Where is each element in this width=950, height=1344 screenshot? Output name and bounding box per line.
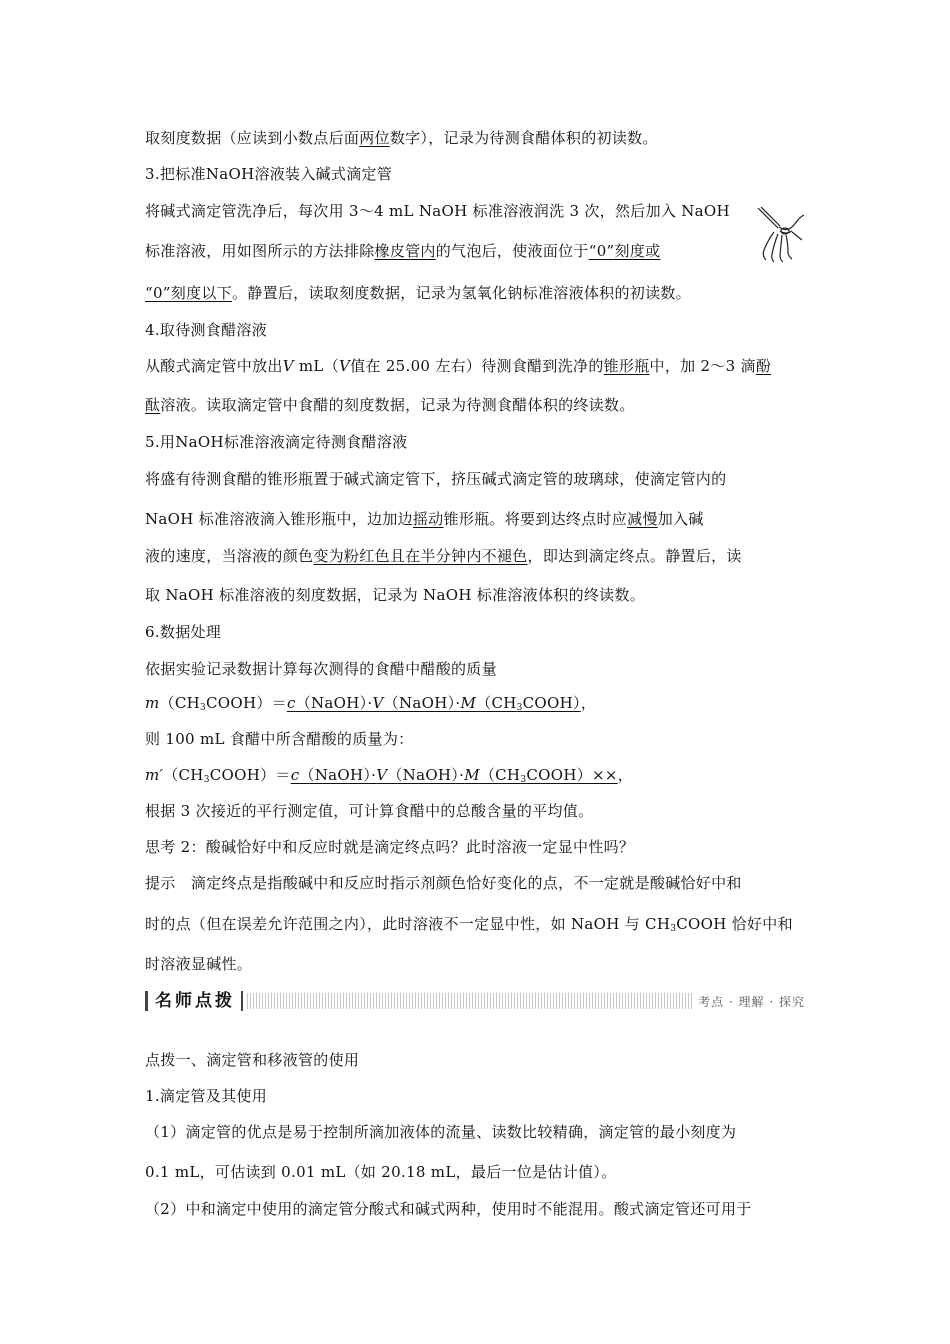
text-line: 依据实验记录数据计算每次测得的食醋中醋酸的质量 (145, 660, 497, 678)
text-line: NaOH 标准溶液滴入锥形瓶中，边加边摇动锥形瓶。将要到达终点时应减慢加入碱 (145, 510, 704, 528)
hint-line: 时溶液显碱性。 (145, 955, 253, 973)
text-line: 从酸式滴定管中放出V mL（V值在 25.00 左右）待测食醋到洗净的锥形瓶中，加 2～3 滴酚 (145, 357, 772, 375)
section-banner-pattern (247, 993, 811, 1009)
text-line: 将盛有待测食醋的锥形瓶置于碱式滴定管下，挤压碱式滴定管的玻璃球，使滴定管内的 (145, 470, 727, 488)
text-line: 取 NaOH 标准溶液的刻度数据，记录为 NaOH 标准溶液体积的终读数。 (145, 586, 646, 604)
hint-line: 提示 滴定终点是指酸碱中和反应时指示剂颜色恰好变化的点，不一定就是酸碱恰好中和 (145, 874, 742, 892)
text-line: 0.1 mL，可估读到 0.01 mL（如 20.18 mL，最后一位是估计值）。 (145, 1163, 617, 1181)
section-heading: 点拨一、滴定管和移液管的使用 (145, 1051, 360, 1069)
hint-line: 时的点（但在误差允许范围之内），此时溶液不一定显中性，如 NaOH 与 $CH_3COOH$ 恰好中和 (145, 915, 793, 934)
text-line: （2）中和滴定中使用的滴定管分酸式和碱式两种，使用时不能混用。酸式滴定管还可用于 (145, 1200, 752, 1218)
section-banner-title: 名师点拨 (145, 991, 243, 1011)
question-2: 思考 2：酸碱恰好中和反应时就是滴定终点吗？此时溶液一定显中性吗？ (145, 838, 635, 856)
text-line: “0”刻度以下。静置后，读取刻度数据，记录为氢氧化钠标准溶液体积的初读数。 (145, 284, 691, 302)
text-line: 酞溶液。读取滴定管中食醋的刻度数据，记录为待测食醋体积的终读数。 (145, 396, 635, 414)
text-line: 将碱式滴定管洗净后，每次用 3～4 mL NaOH 标准溶液润洗 3 次，然后加入 NaOH (145, 202, 730, 220)
text-line: 液的速度，当溶液的颜色变为粉红色且在半分钟内不褪色，即达到滴定终点。静置后，读 (145, 547, 742, 565)
formula-mass-total: $m'(CH_3COOH)=c(NaOH)\cdot V(NaOH)\cdot M(CH_3COOH)\times\times$， (145, 766, 634, 785)
section-banner (145, 989, 811, 1013)
text-line: 根据 3 次接近的平行测定值，可计算食醋中的总酸含量的平均值。 (145, 802, 594, 820)
step-heading-4: 4.取待测食醋溶液 (145, 321, 268, 339)
step-heading-6: 6.数据处理 (145, 623, 222, 641)
section-banner-tags: 考点 · 理解 · 探究 (692, 993, 811, 1010)
burette-bubble-removal-figure (752, 204, 810, 266)
text-line: 标准溶液，用如图所示的方法排除橡皮管内的气泡后，使液面位于“0”刻度或 (145, 242, 661, 260)
formula-mass: $m(CH_3COOH)=c(NaOH)\cdot V(NaOH)\cdot M(CH_3COOH)$， (145, 694, 597, 713)
text-line: 则 100 mL 食醋中所含醋酸的质量为： (145, 730, 414, 748)
text-line: （1）滴定管的优点是易于控制所滴加液体的流量、读数比较精确，滴定管的最小刻度为 (145, 1123, 737, 1141)
step-heading-5: 5.用NaOH标准溶液滴定待测食醋溶液 (145, 433, 408, 451)
step-heading-3: 3.把标准NaOH溶液装入碱式滴定管 (145, 165, 393, 183)
sub-heading: 1.滴定管及其使用 (145, 1087, 268, 1105)
text-line: 取刻度数据（应读到小数点后面两位数字），记录为待测食醋体积的初读数。 (145, 129, 658, 147)
